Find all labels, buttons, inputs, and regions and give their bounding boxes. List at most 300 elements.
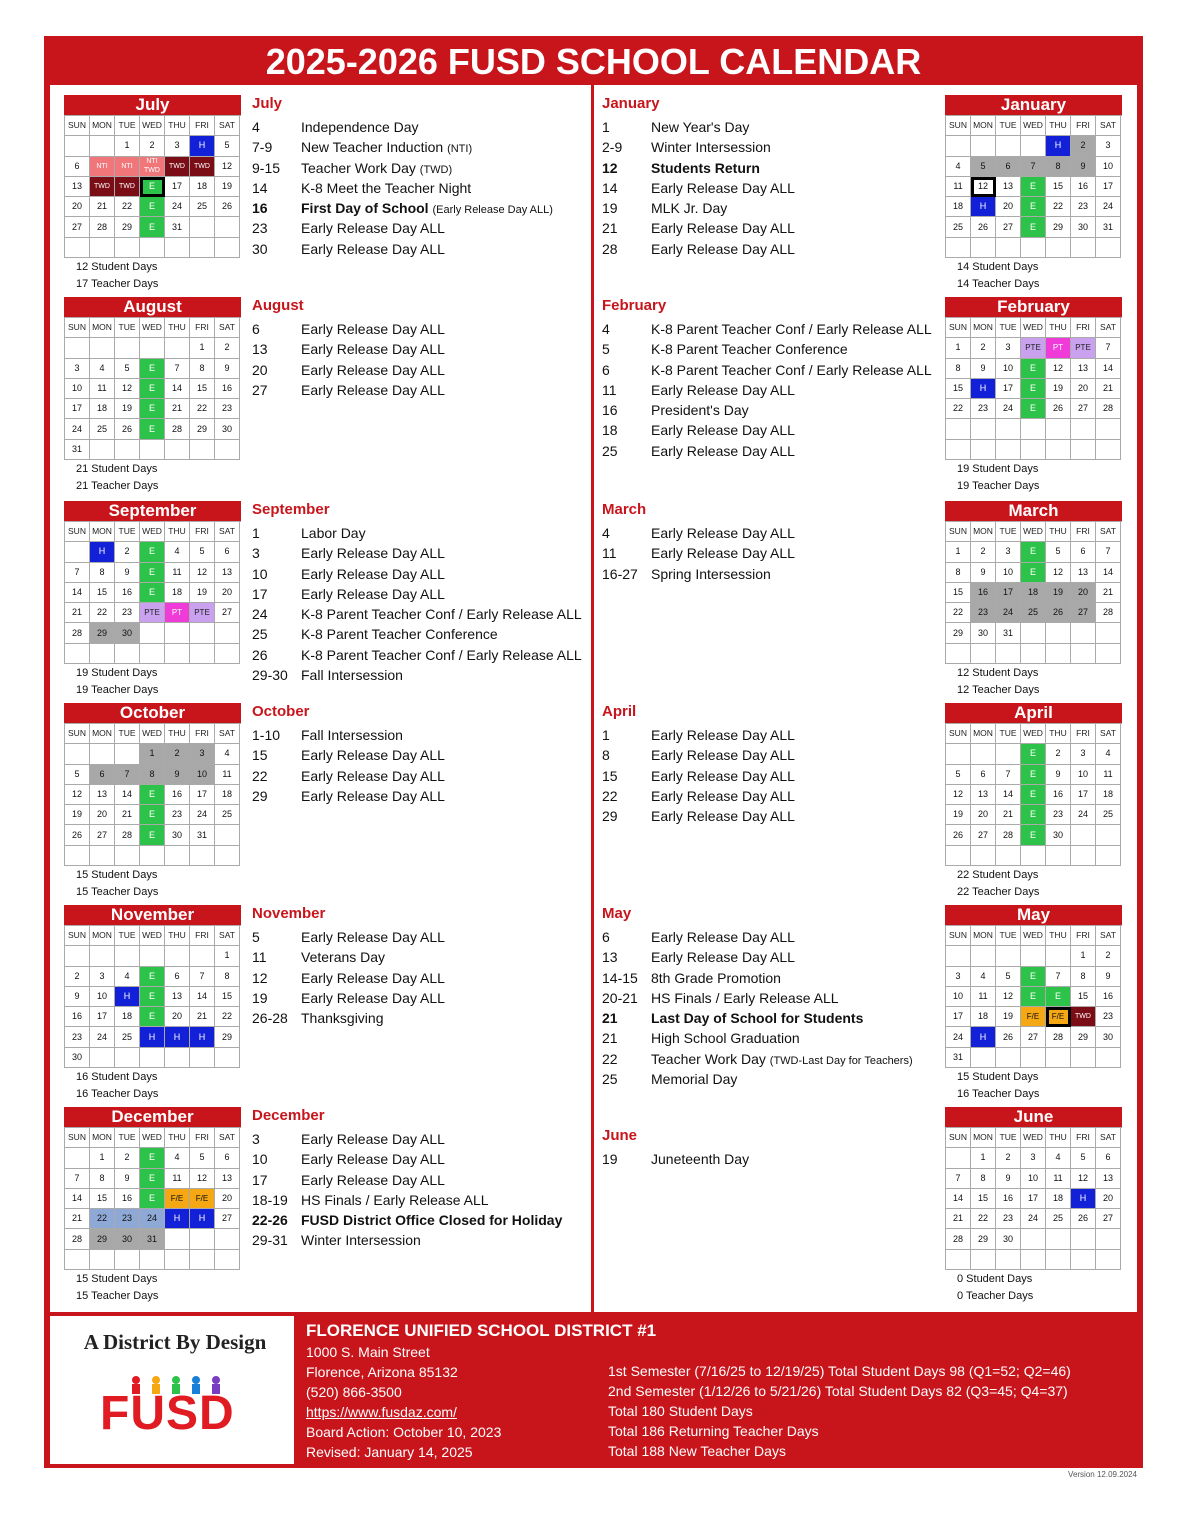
day-cell: 18 [190,177,215,197]
day-cell: 4 [946,157,971,177]
day-cell: 27 [215,1209,240,1229]
event-row [602,158,937,178]
event-row [252,604,587,624]
day-cell: H [90,542,115,562]
empty-cell [65,136,90,156]
event-row [252,543,587,563]
day-cell: 8 [90,1169,115,1189]
event-name-text: 8th Grade Promotion [651,969,781,986]
day-cell: 8 [215,967,240,987]
event-name [301,1230,587,1250]
day-cell: 10 [1071,765,1096,785]
day-cell: 20 [215,583,240,603]
event-name-text: First Day of School [301,200,429,217]
empty-cell [996,1048,1021,1068]
weekday-header: MON [971,1128,996,1148]
day-count: 17 Teacher Days [76,278,159,291]
day-cell: 7 [115,765,140,785]
empty-cell [65,644,90,664]
month-grid [945,723,1122,866]
day-cell: 26 [946,825,971,845]
day-totals-summary [608,1361,1071,1461]
day-cell: 29 [90,1229,115,1249]
empty-cell [115,744,140,764]
empty-cell [165,440,190,460]
day-cell: 11 [215,765,240,785]
day-cell: 28 [946,1229,971,1249]
weekday-header: TUE [996,116,1021,136]
event-name [651,766,937,786]
day-cell: 26 [996,1027,1021,1047]
weekday-header: SUN [65,318,90,338]
event-name [301,198,587,218]
weekday-header: TUE [115,926,140,946]
empty-cell [90,440,115,460]
event-date: 15 [602,767,618,784]
event-row [252,624,587,644]
weekday-header: SUN [946,926,971,946]
day-cell: E [1021,825,1046,845]
empty-cell [1021,1229,1046,1249]
day-cell: 14 [996,785,1021,805]
empty-cell [1096,238,1121,258]
day-cell: 24 [65,419,90,439]
event-list-april [602,703,937,826]
day-cell: E [1021,987,1046,1007]
event-name-text: K-8 Parent Teacher Conf / Early Release ALL [301,646,582,663]
day-cell: 10 [946,987,971,1007]
day-cell: 30 [1071,217,1096,237]
day-count: 15 Student Days [76,869,158,882]
event-date: 7-9 [252,139,273,156]
day-cell: 25 [946,217,971,237]
day-cell: 11 [1096,765,1121,785]
month-calendar-header: April [945,703,1122,723]
day-cell: 2 [971,542,996,562]
empty-cell [1071,1048,1096,1068]
empty-cell [1021,440,1046,460]
day-cell: 7 [65,563,90,583]
empty-cell [996,744,1021,764]
event-row [602,339,937,359]
day-cell: 16 [115,1189,140,1209]
day-cell: 18 [1021,583,1046,603]
day-cell: H [1071,1189,1096,1209]
day-cell: 30 [65,1048,90,1068]
event-date: 4 [602,525,610,541]
empty-cell [90,136,115,156]
event-date: 1 [602,727,610,743]
empty-cell [1021,644,1046,664]
day-cell: 24 [1096,197,1121,217]
weekday-header: SAT [215,522,240,542]
day-cell: 2 [115,1148,140,1168]
day-count: 16 Teacher Days [76,1088,159,1101]
day-count: 14 Teacher Days [957,278,1040,291]
day-cell: E [140,1169,165,1189]
empty-cell [1071,440,1096,460]
day-cell: 18 [90,399,115,419]
day-cell: E [1021,765,1046,785]
event-note: (Early Release Day ALL) [432,204,553,217]
event-name-text: Fall Intersession [301,727,403,743]
day-cell: 17 [190,785,215,805]
event-row [252,786,587,806]
weekday-header: WED [1021,318,1046,338]
day-cell: 6 [165,967,190,987]
event-row [252,1129,587,1149]
event-row [252,380,587,400]
event-row [252,968,587,988]
empty-cell [165,1250,190,1270]
month-calendar-november [64,905,241,1102]
event-name-text: HS Finals / Early Release ALL [651,989,839,1006]
event-row [602,806,937,826]
day-cell: 25 [1046,1209,1071,1229]
day-cell: 24 [996,399,1021,419]
day-cell: 8 [946,359,971,379]
day-cell: 1 [946,542,971,562]
weekday-header: FRI [190,318,215,338]
event-name [651,319,937,339]
day-cell: 15 [1046,177,1071,197]
day-cell: F/E [1046,1007,1071,1027]
empty-cell [1071,1229,1096,1249]
day-cell: 14 [115,785,140,805]
event-row [252,360,587,380]
event-name [301,604,587,624]
day-cell: 22 [215,1007,240,1027]
day-cell: 3 [1071,744,1096,764]
event-list-title: April [602,703,637,720]
empty-cell [1021,623,1046,643]
empty-cell [946,440,971,460]
empty-cell [996,419,1021,439]
day-cell: E [1021,563,1046,583]
empty-cell [1021,136,1046,156]
event-date: 24 [252,606,268,623]
day-cell: 12 [65,785,90,805]
event-date: 1 [252,525,260,541]
day-cell: 20 [165,1007,190,1027]
month-calendar-february [945,297,1122,494]
day-cell: 20 [1071,583,1096,603]
event-date: 22 [252,767,268,784]
day-cell: 28 [165,419,190,439]
empty-cell [140,440,165,460]
empty-cell [1021,1048,1046,1068]
event-name-text: Early Release Day ALL [651,787,795,804]
event-name-text: Early Release Day ALL [301,321,445,337]
day-cell: 22 [190,399,215,419]
empty-cell [65,1250,90,1270]
event-name [651,198,937,218]
empty-cell [190,440,215,460]
day-cell: 31 [946,1048,971,1068]
weekday-header: SAT [215,926,240,946]
event-date: 14 [602,179,618,196]
day-cell: 15 [946,583,971,603]
event-date: 14-15 [602,969,638,986]
event-name-text: Early Release Day ALL [301,969,445,986]
event-name [651,137,937,157]
event-date: 1 [602,119,610,135]
empty-cell [1071,238,1096,258]
day-cell: 8 [1046,157,1071,177]
day-cell: 26 [1046,399,1071,419]
day-cell: 12 [115,379,140,399]
event-list-title: August [252,297,304,314]
day-cell: 2 [165,744,190,764]
event-name-text: High School Graduation [651,1030,800,1047]
month-grid [945,1127,1122,1270]
empty-cell [90,644,115,664]
day-cell: 4 [115,967,140,987]
day-cell: 11 [1046,1169,1071,1189]
day-cell: 30 [215,419,240,439]
event-name-text: New Year's Day [651,119,750,135]
empty-cell [115,1048,140,1068]
day-cell: 20 [65,197,90,217]
weekday-header: SUN [946,522,971,542]
empty-cell [1021,419,1046,439]
event-name [301,927,587,947]
empty-cell [1046,419,1071,439]
empty-cell [215,238,240,258]
day-cell: 18 [115,1007,140,1027]
event-name-text: Early Release Day ALL [651,381,795,398]
weekday-header: SUN [65,522,90,542]
day-cell: 6 [1096,1148,1121,1168]
event-date: 29 [602,808,618,825]
day-cell: 22 [946,399,971,419]
event-date: 28 [602,240,618,257]
empty-cell [90,1048,115,1068]
day-cell: 21 [65,1209,90,1229]
empty-cell [996,946,1021,966]
day-cell: 23 [215,399,240,419]
empty-cell [1046,623,1071,643]
event-name-text: Early Release Day ALL [301,545,445,562]
event-date: 3 [252,545,260,562]
event-date: 11 [252,949,267,966]
empty-cell [190,238,215,258]
empty-cell [1021,946,1046,966]
day-cell: E [140,1007,165,1027]
day-cell: 19 [996,1007,1021,1027]
month-calendar-header: May [945,905,1122,925]
event-date: 27 [252,381,268,398]
empty-cell [1046,644,1071,664]
event-row [252,137,587,157]
day-cell: E [1021,967,1046,987]
event-name [651,1069,937,1089]
event-date: 9-15 [252,159,281,176]
day-cell: 27 [1071,603,1096,623]
weekday-header: TUE [996,1128,1021,1148]
empty-cell [996,846,1021,866]
weekday-header: SUN [65,1128,90,1148]
event-row [602,380,937,400]
empty-cell [115,644,140,664]
event-date: 6 [252,321,260,337]
day-cell: 22 [90,1209,115,1229]
event-date: 6 [602,361,610,378]
event-name [651,339,937,359]
day-cell: 16 [996,1189,1021,1209]
weekday-header: TUE [996,318,1021,338]
day-cell: 23 [996,1209,1021,1229]
day-cell: 8 [140,765,165,785]
empty-cell [190,946,215,966]
day-cell: E [1021,399,1046,419]
day-cell: PTE [1071,338,1096,358]
event-note: (NTI) [447,143,473,156]
empty-cell [190,217,215,237]
weekday-header: SAT [1096,926,1121,946]
weekday-header: MON [971,926,996,946]
event-name [301,360,587,380]
day-cell: 2 [115,542,140,562]
weekday-header: WED [1021,116,1046,136]
event-name [301,319,587,339]
day-cell: H [971,1027,996,1047]
weekday-header: SUN [65,724,90,744]
event-row [252,725,587,745]
day-cell: 7 [65,1169,90,1189]
event-name-text: Early Release Day ALL [301,787,445,804]
day-cell: 4 [165,542,190,562]
day-cell: 16 [971,583,996,603]
event-list-may [602,905,937,1089]
event-name-text: Early Release Day ALL [651,220,795,237]
event-row [602,927,937,947]
day-cell: 6 [90,765,115,785]
event-name [301,178,587,198]
empty-cell [946,238,971,258]
day-cell: 23 [1096,1007,1121,1027]
day-cell: 28 [65,623,90,643]
weekday-header: TUE [115,116,140,136]
month-calendar-august [64,297,241,494]
day-cell: PT [165,603,190,623]
event-name [651,1028,937,1048]
day-cell: 6 [65,157,90,177]
day-cell: 16 [65,1007,90,1027]
event-date: 4 [252,119,260,135]
weekday-header: SAT [215,724,240,744]
day-cell: 14 [1096,563,1121,583]
event-name-text: Early Release Day ALL [651,179,795,196]
event-name-text: FUSD District Office Closed for Holiday [301,1212,563,1229]
empty-cell [971,644,996,664]
day-cell: 28 [1046,1027,1071,1047]
day-cell: E [1046,987,1071,1007]
day-cell: TWD [1071,1007,1096,1027]
event-date: 21 [602,1030,618,1047]
empty-cell [946,1148,971,1168]
event-name-text: Early Release Day ALL [651,747,795,764]
day-cell: E [1021,379,1046,399]
day-count: 0 Teacher Days [957,1290,1034,1303]
event-row [252,927,587,947]
month-calendar-header: August [64,297,241,317]
day-count: 21 Teacher Days [76,480,159,493]
empty-cell [190,846,215,866]
day-cell: 4 [90,359,115,379]
empty-cell [1096,1250,1121,1270]
event-name-text: Spring Intersession [651,565,771,582]
day-cell: 12 [215,157,240,177]
event-name-text: K-8 Parent Teacher Conf / Early Release ALL [651,361,932,378]
event-name-text: Early Release Day ALL [301,565,445,582]
empty-cell [190,1048,215,1068]
day-cell: 12 [1071,1169,1096,1189]
event-name [651,745,937,765]
day-cell: 19 [1046,583,1071,603]
weekday-header: THU [165,318,190,338]
weekday-header: TUE [996,724,1021,744]
month-calendar-header: October [64,703,241,723]
event-name [651,360,937,380]
day-cell: 7 [996,765,1021,785]
empty-cell [971,440,996,460]
district-logo [50,1316,294,1464]
day-cell: 20 [996,197,1021,217]
empty-cell [996,238,1021,258]
day-cell: 20 [90,805,115,825]
day-cell: 29 [215,1027,240,1047]
event-name [301,1190,587,1210]
event-name [651,786,937,806]
empty-cell [90,338,115,358]
day-cell: 11 [946,177,971,197]
day-cell: TWD [90,177,115,197]
day-cell: 30 [971,623,996,643]
day-cell: 21 [996,805,1021,825]
day-cell: 26 [65,825,90,845]
day-count: 0 Student Days [957,1273,1033,1286]
event-row [602,218,937,238]
weekday-header: MON [971,318,996,338]
weekday-header: WED [140,926,165,946]
event-date: 5 [252,929,260,945]
event-date: 8 [602,747,610,764]
day-cell: NTI [115,157,140,177]
day-cell: 27 [65,217,90,237]
event-name [651,239,937,259]
event-list-july [252,95,587,259]
weekday-header: SUN [946,1128,971,1148]
page-title: 2025-2026 FUSD SCHOOL CALENDAR [265,41,922,82]
day-cell: 6 [971,765,996,785]
website-link[interactable]: https://www.fusdaz.com/ [306,1404,457,1420]
empty-cell [140,1250,165,1270]
day-cell: H [190,1209,215,1229]
weekday-header: MON [90,1128,115,1148]
event-row [252,198,587,218]
day-cell: E [140,197,165,217]
day-cell: H [140,1027,165,1047]
day-cell: NTI [90,157,115,177]
event-name-text: Last Day of School for Students [651,1010,864,1027]
empty-cell [140,238,165,258]
event-row [252,1210,587,1230]
day-cell: E [140,1189,165,1209]
empty-cell [65,846,90,866]
event-name [651,218,937,238]
day-cell: H [190,136,215,156]
